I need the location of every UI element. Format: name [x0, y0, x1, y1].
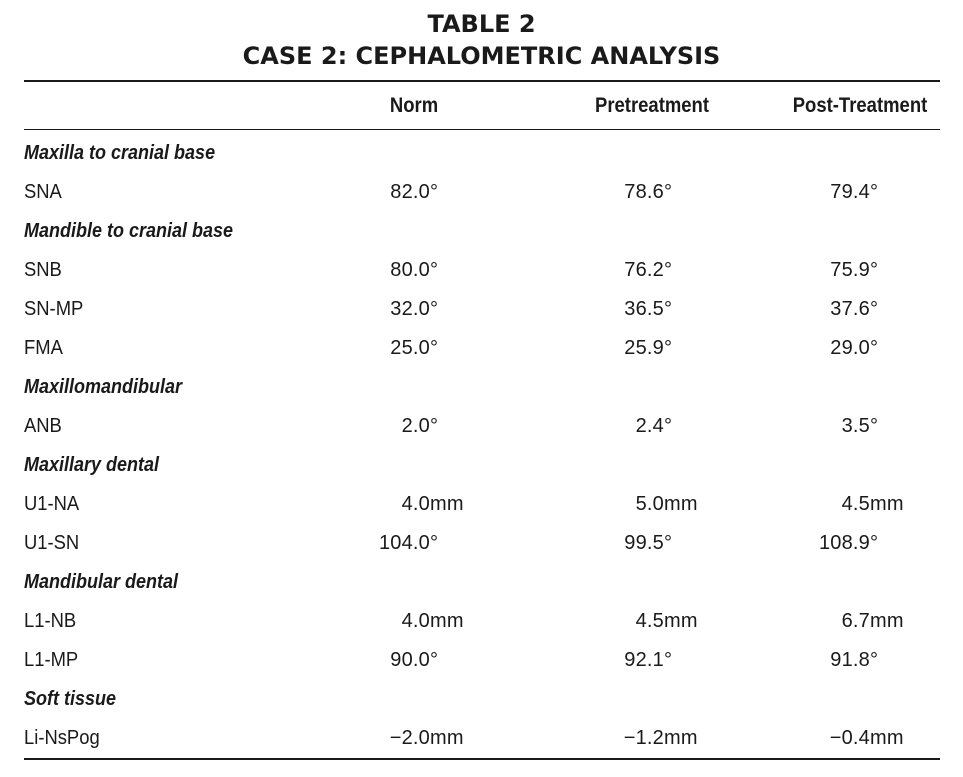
table-row — [24, 173, 940, 212]
section-label: Soft tissue — [24, 688, 117, 710]
metric-label: L1-MP — [24, 649, 79, 671]
section-row — [24, 563, 940, 602]
post-treatment-value: 29.0° — [830, 337, 879, 359]
norm-value: 25.0° — [390, 337, 439, 359]
post-treatment-value: 75.9° — [830, 259, 879, 281]
pretreatment-value: 5.0mm — [635, 493, 698, 515]
section-row — [24, 680, 940, 719]
table-row — [24, 251, 940, 290]
section-label: Maxilla to cranial base — [24, 142, 216, 164]
table-title — [0, 8, 963, 72]
section-row — [24, 368, 940, 407]
pretreatment-value: −1.2mm — [623, 727, 698, 749]
post-treatment-value: 91.8° — [830, 649, 879, 671]
pretreatment-value: 99.5° — [624, 532, 673, 554]
section-row — [24, 212, 940, 251]
table-row — [24, 641, 940, 680]
top-rule — [24, 80, 940, 82]
metric-label: U1-NA — [24, 493, 80, 515]
norm-value: 90.0° — [390, 649, 439, 671]
header-rule — [24, 129, 940, 130]
table-row — [24, 407, 940, 446]
section-label: Mandibular dental — [24, 571, 179, 593]
post-treatment-value: 4.5mm — [841, 493, 904, 515]
pretreatment-value: 2.4° — [635, 415, 673, 437]
metric-label: Li-NsPog — [24, 727, 100, 749]
metric-label: SNA — [24, 181, 62, 203]
pretreatment-value: 4.5mm — [635, 610, 698, 632]
table-row — [24, 485, 940, 524]
metric-label: ANB — [24, 415, 62, 437]
section-row — [24, 446, 940, 485]
bottom-rule — [24, 758, 940, 760]
metric-label: SN-MP — [24, 298, 84, 320]
norm-value: 2.0° — [401, 415, 439, 437]
column-header-norm: Norm — [389, 94, 439, 117]
metric-label: L1-NB — [24, 610, 77, 632]
post-treatment-value: 37.6° — [830, 298, 879, 320]
norm-value: 104.0° — [378, 532, 439, 554]
norm-value: 4.0mm — [401, 493, 464, 515]
table-row — [24, 290, 940, 329]
table-caption: CASE 2: CEPHALOMETRIC ANALYSIS — [242, 42, 721, 70]
table-row — [24, 602, 940, 641]
section-label: Maxillary dental — [24, 454, 160, 476]
norm-value: 82.0° — [390, 181, 439, 203]
table-row — [24, 329, 940, 368]
norm-value: 32.0° — [390, 298, 439, 320]
pretreatment-value: 92.1° — [624, 649, 673, 671]
column-header-post-treatment: Post-Treatment — [792, 94, 928, 117]
pretreatment-value: 25.9° — [624, 337, 673, 359]
section-label: Maxillomandibular — [24, 376, 183, 398]
section-row — [24, 134, 940, 173]
norm-value: 80.0° — [390, 259, 439, 281]
metric-label: SNB — [24, 259, 62, 281]
post-treatment-value: 3.5° — [841, 415, 879, 437]
table-row — [24, 719, 940, 758]
table-number: TABLE 2 — [427, 10, 536, 38]
pretreatment-value: 76.2° — [624, 259, 673, 281]
post-treatment-value: 108.9° — [818, 532, 879, 554]
metric-label: FMA — [24, 337, 63, 359]
metric-label: U1-SN — [24, 532, 80, 554]
post-treatment-value: 79.4° — [830, 181, 879, 203]
post-treatment-value: −0.4mm — [829, 727, 904, 749]
column-header-pretreatment: Pretreatment — [594, 94, 710, 117]
section-label: Mandible to cranial base — [24, 220, 234, 242]
pretreatment-value: 36.5° — [624, 298, 673, 320]
norm-value: 4.0mm — [401, 610, 464, 632]
norm-value: −2.0mm — [389, 727, 464, 749]
post-treatment-value: 6.7mm — [841, 610, 904, 632]
table-row — [24, 524, 940, 563]
pretreatment-value: 78.6° — [624, 181, 673, 203]
